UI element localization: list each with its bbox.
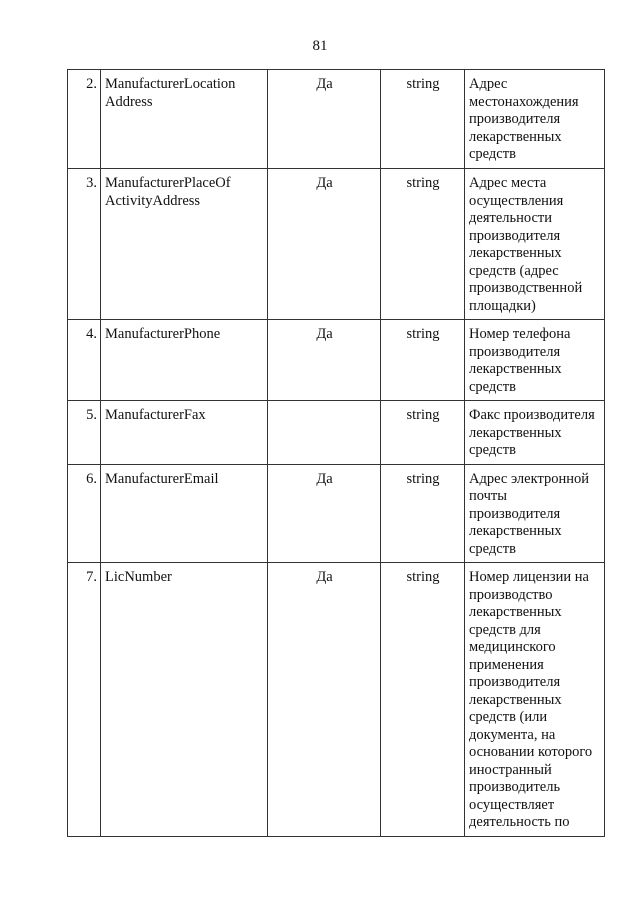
field-type: string [381, 464, 465, 563]
field-type: string [381, 320, 465, 401]
table-row [68, 320, 605, 401]
required-flag: Да [268, 70, 381, 169]
row-number: 7. [68, 563, 101, 837]
field-description: Номер телефона производителя лекарственных средств [465, 320, 605, 401]
field-name: LicNumber [101, 563, 268, 837]
field-name: ManufacturerPlaceOf ActivityAddress [101, 169, 268, 320]
row-number: 2. [68, 70, 101, 169]
required-flag: Да [268, 320, 381, 401]
table-row [68, 464, 605, 563]
table-row [68, 401, 605, 465]
row-number: 3. [68, 169, 101, 320]
field-description: Номер лицензии на производство лекарственных средств для медицинского применения производителя лекарственных средств (или документа, на основании которого иностранный производитель осуществляет деятельность по [465, 563, 605, 837]
field-name: ManufacturerLocation Address [101, 70, 268, 169]
table-row [68, 563, 605, 837]
field-type: string [381, 169, 465, 320]
row-number: 5. [68, 401, 101, 465]
field-description: Адрес электронной почты производителя лекарственных средств [465, 464, 605, 563]
field-name: ManufacturerPhone [101, 320, 268, 401]
row-number: 6. [68, 464, 101, 563]
field-name: ManufacturerFax [101, 401, 268, 465]
page-number: 81 [312, 38, 328, 54]
field-description: Адрес места осуществления деятельности производителя лекарственных средств (адрес производственной площадки) [465, 169, 605, 320]
table-row [68, 70, 605, 169]
row-number: 4. [68, 320, 101, 401]
field-name: ManufacturerEmail [101, 464, 268, 563]
table-row [68, 169, 605, 320]
required-flag: Да [268, 169, 381, 320]
required-flag: Да [268, 563, 381, 837]
required-flag: Да [268, 464, 381, 563]
field-description: Факс производителя лекарственных средств [465, 401, 605, 465]
specification-table [67, 69, 605, 837]
required-flag [268, 401, 381, 465]
field-type: string [381, 401, 465, 465]
field-description: Адрес местонахождения производителя лекарственных средств [465, 70, 605, 169]
field-type: string [381, 70, 465, 169]
field-type: string [381, 563, 465, 837]
